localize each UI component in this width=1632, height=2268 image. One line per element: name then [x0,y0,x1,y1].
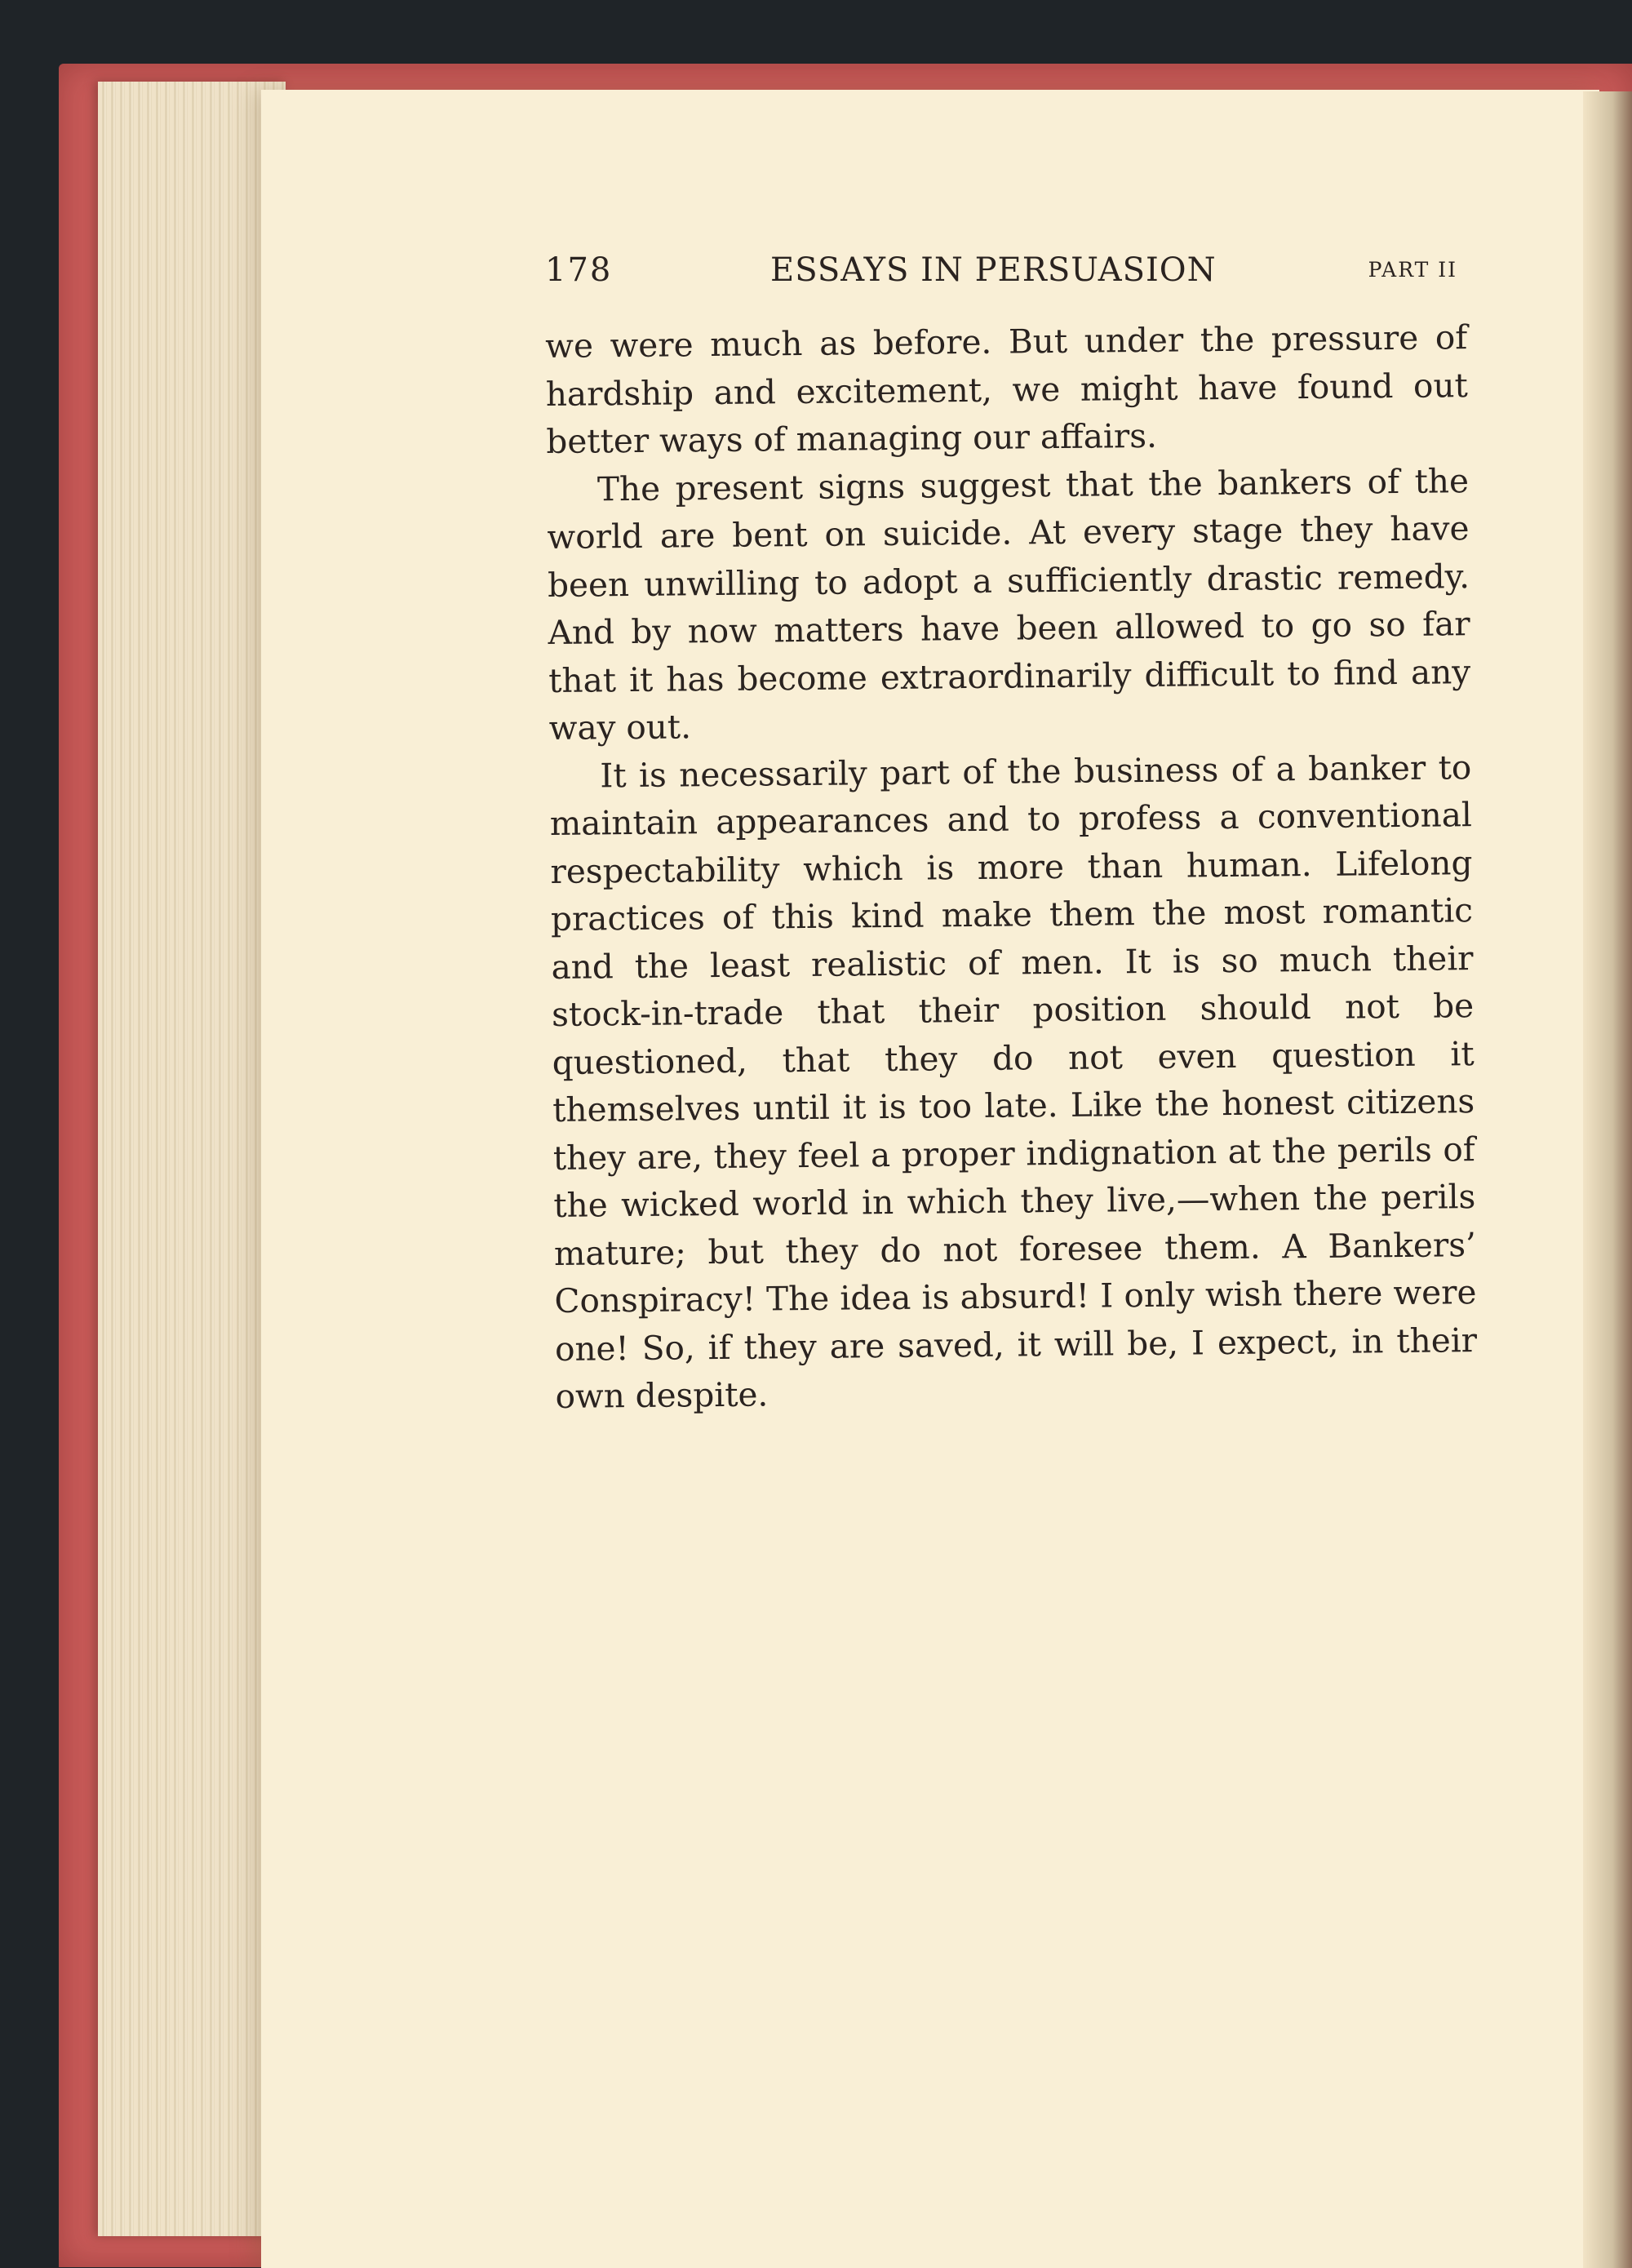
part-label: PART II [1368,258,1457,282]
running-title: ESSAYS IN PERSUASION [770,251,1217,289]
page-number: 178 [545,251,613,289]
paragraph-3: It is necessarily part of the business of a banker to maintain appearances and to profess a conventional respectability which is more than human. Lifelong practices of this kind make them the most romantic and the least realistic of men. It is so much their stock-in-trade that their position should not be questioned, that they do not even question it themselves until it is too late. Like the honest citizens they are, they feel a proper indignation at the perils of the wicked world in which they live,—when the perils mature; but they do not foresee them. A Bankers’ Conspiracy! The idea is absurd! I only wish there were one! So, if they are saved, it will be, I expect, in their own despite. [549,747,1478,1416]
paragraph-2: The present signs suggest that the bankers of the world are bent on suicide. At every stage they have been unwilling to adopt a sufficiently drastic remedy. And by now matters have been allowed to go so far that it has become extraordinarily difficult to find any way out. [547,460,1471,748]
body-text [545,313,1478,1420]
running-head [545,245,1469,294]
page-edges [98,82,286,2236]
paragraph-1: we were much as before. But under the pressure of hardship and excitement, we might have found out better ways of managing our affairs. [545,317,1469,461]
page-gutter [1583,91,1632,2268]
